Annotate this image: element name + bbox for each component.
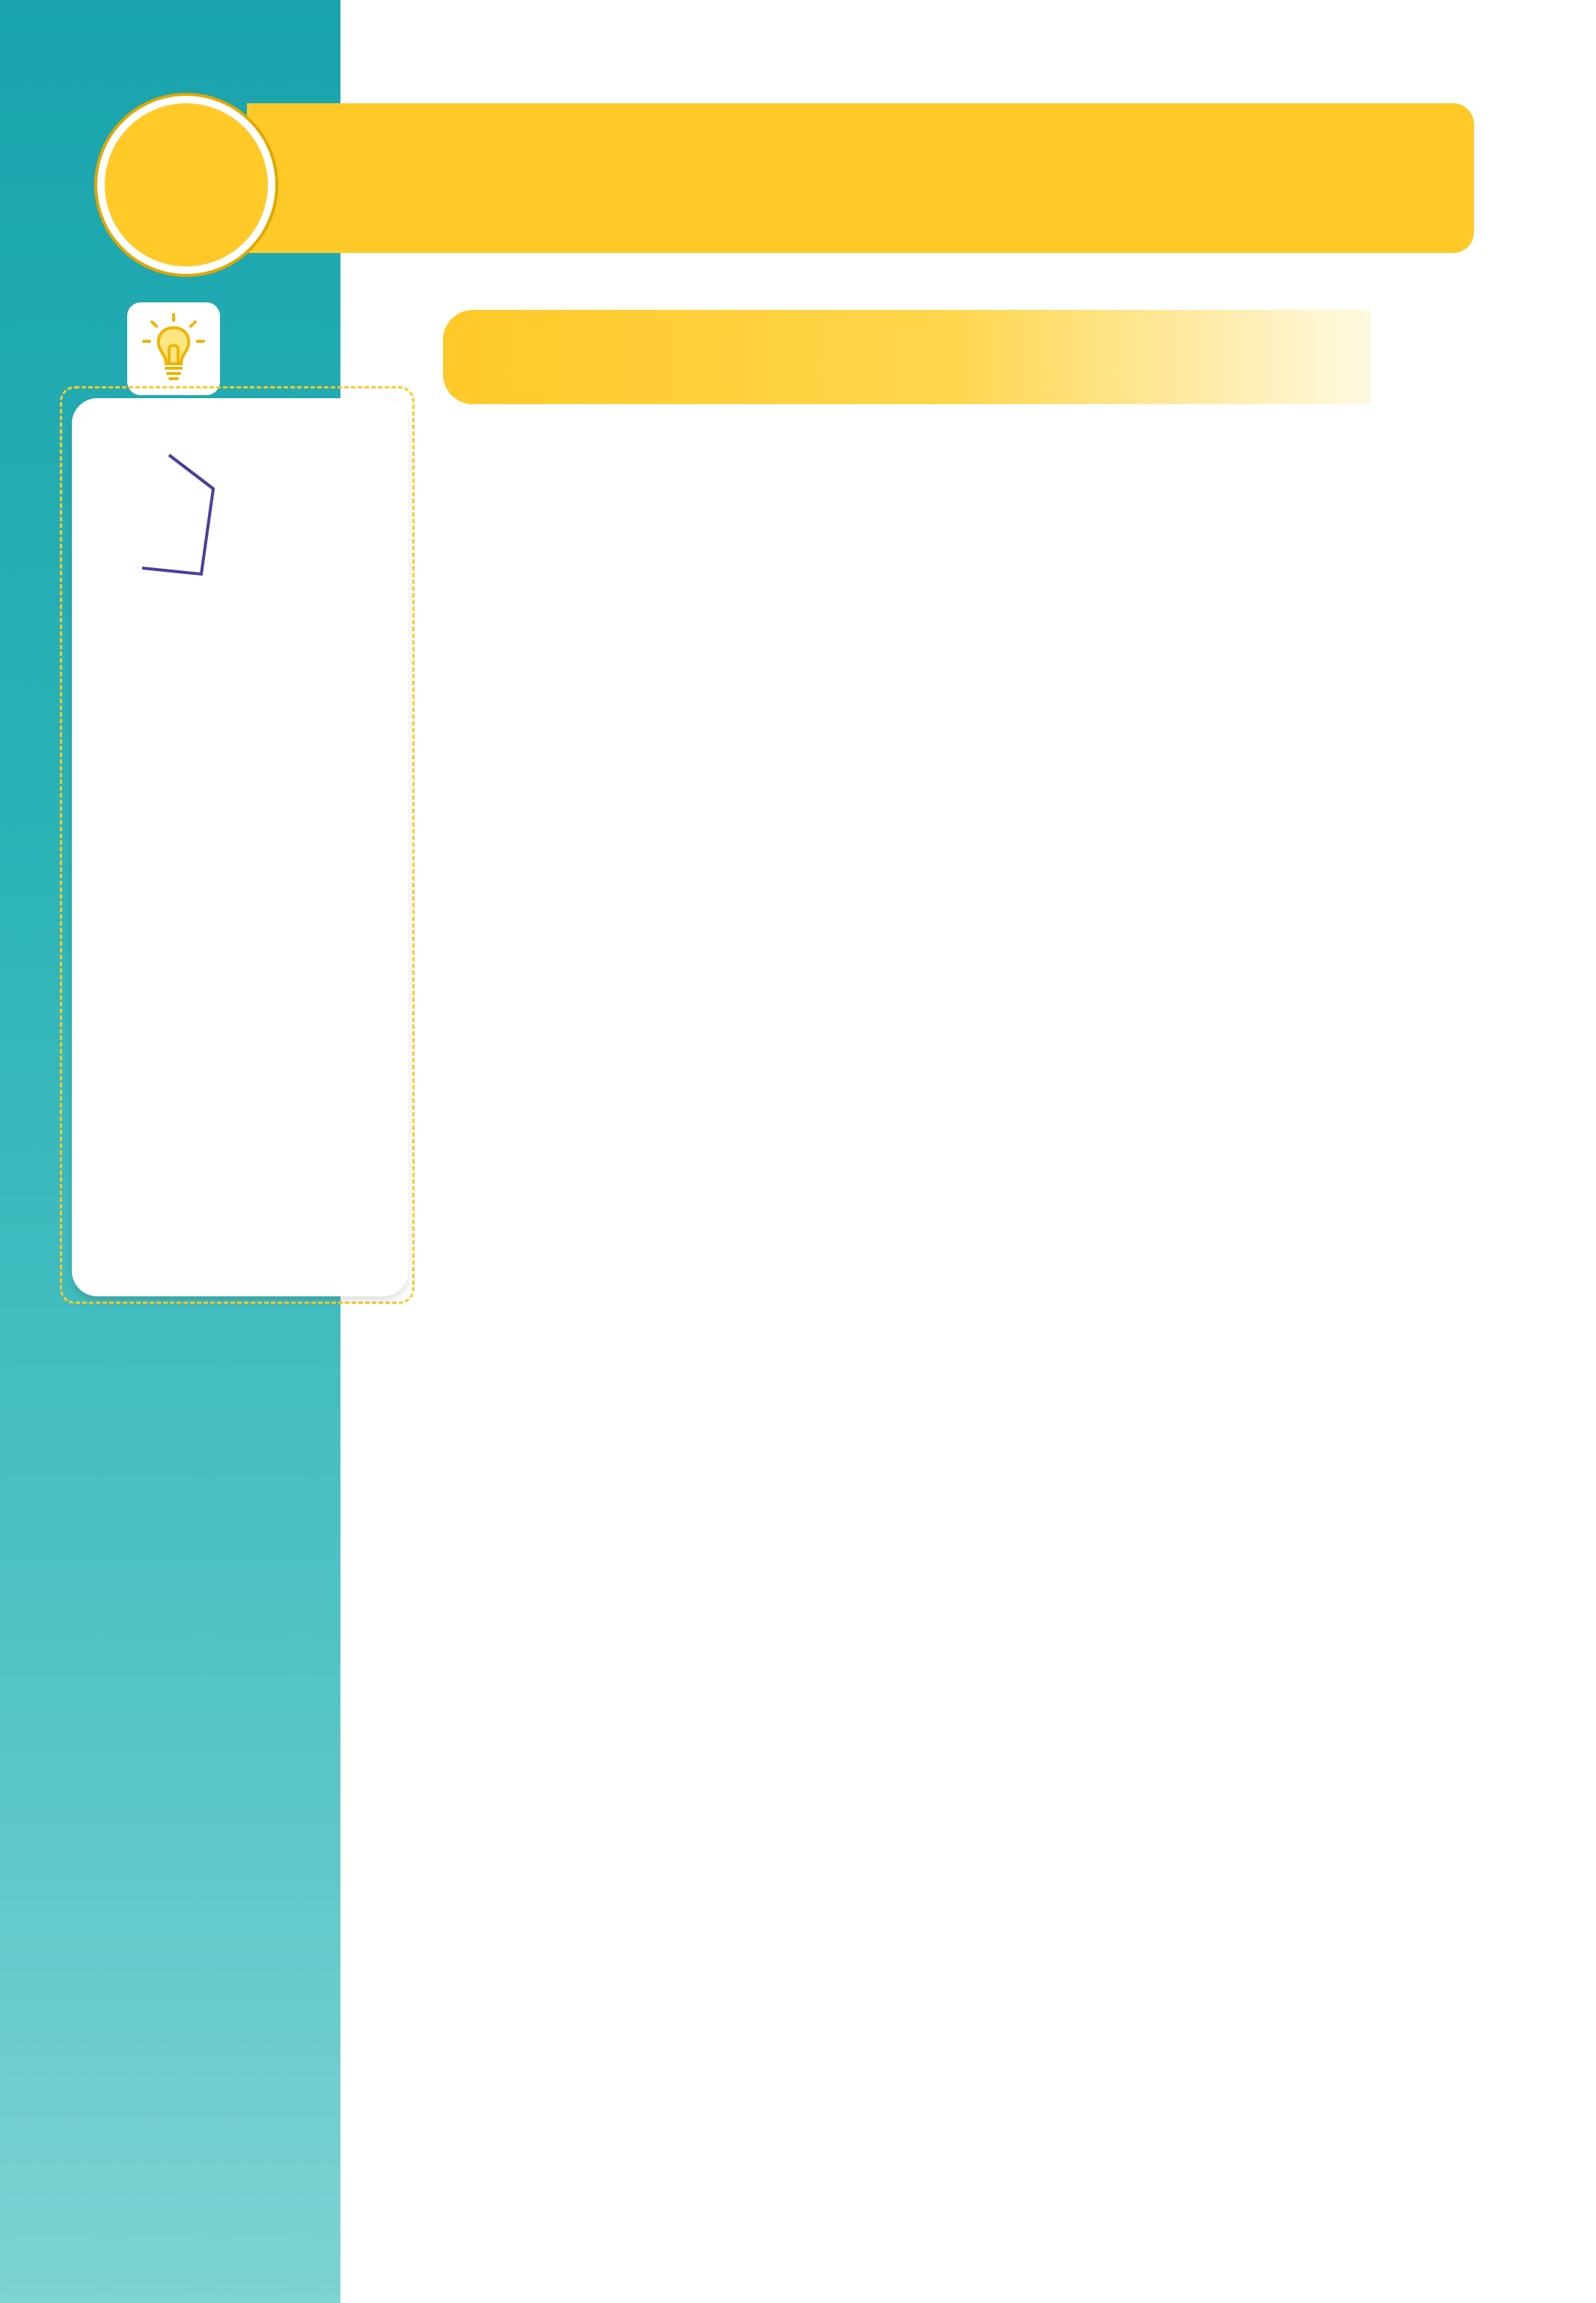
tip-tab [127,302,220,395]
lightbulb-icon [141,313,206,385]
chapter-number-badge [97,96,275,274]
chapter-header-bar [247,103,1474,253]
polyline-not-closed-figure [112,419,352,591]
section-header-bar [443,310,1371,404]
